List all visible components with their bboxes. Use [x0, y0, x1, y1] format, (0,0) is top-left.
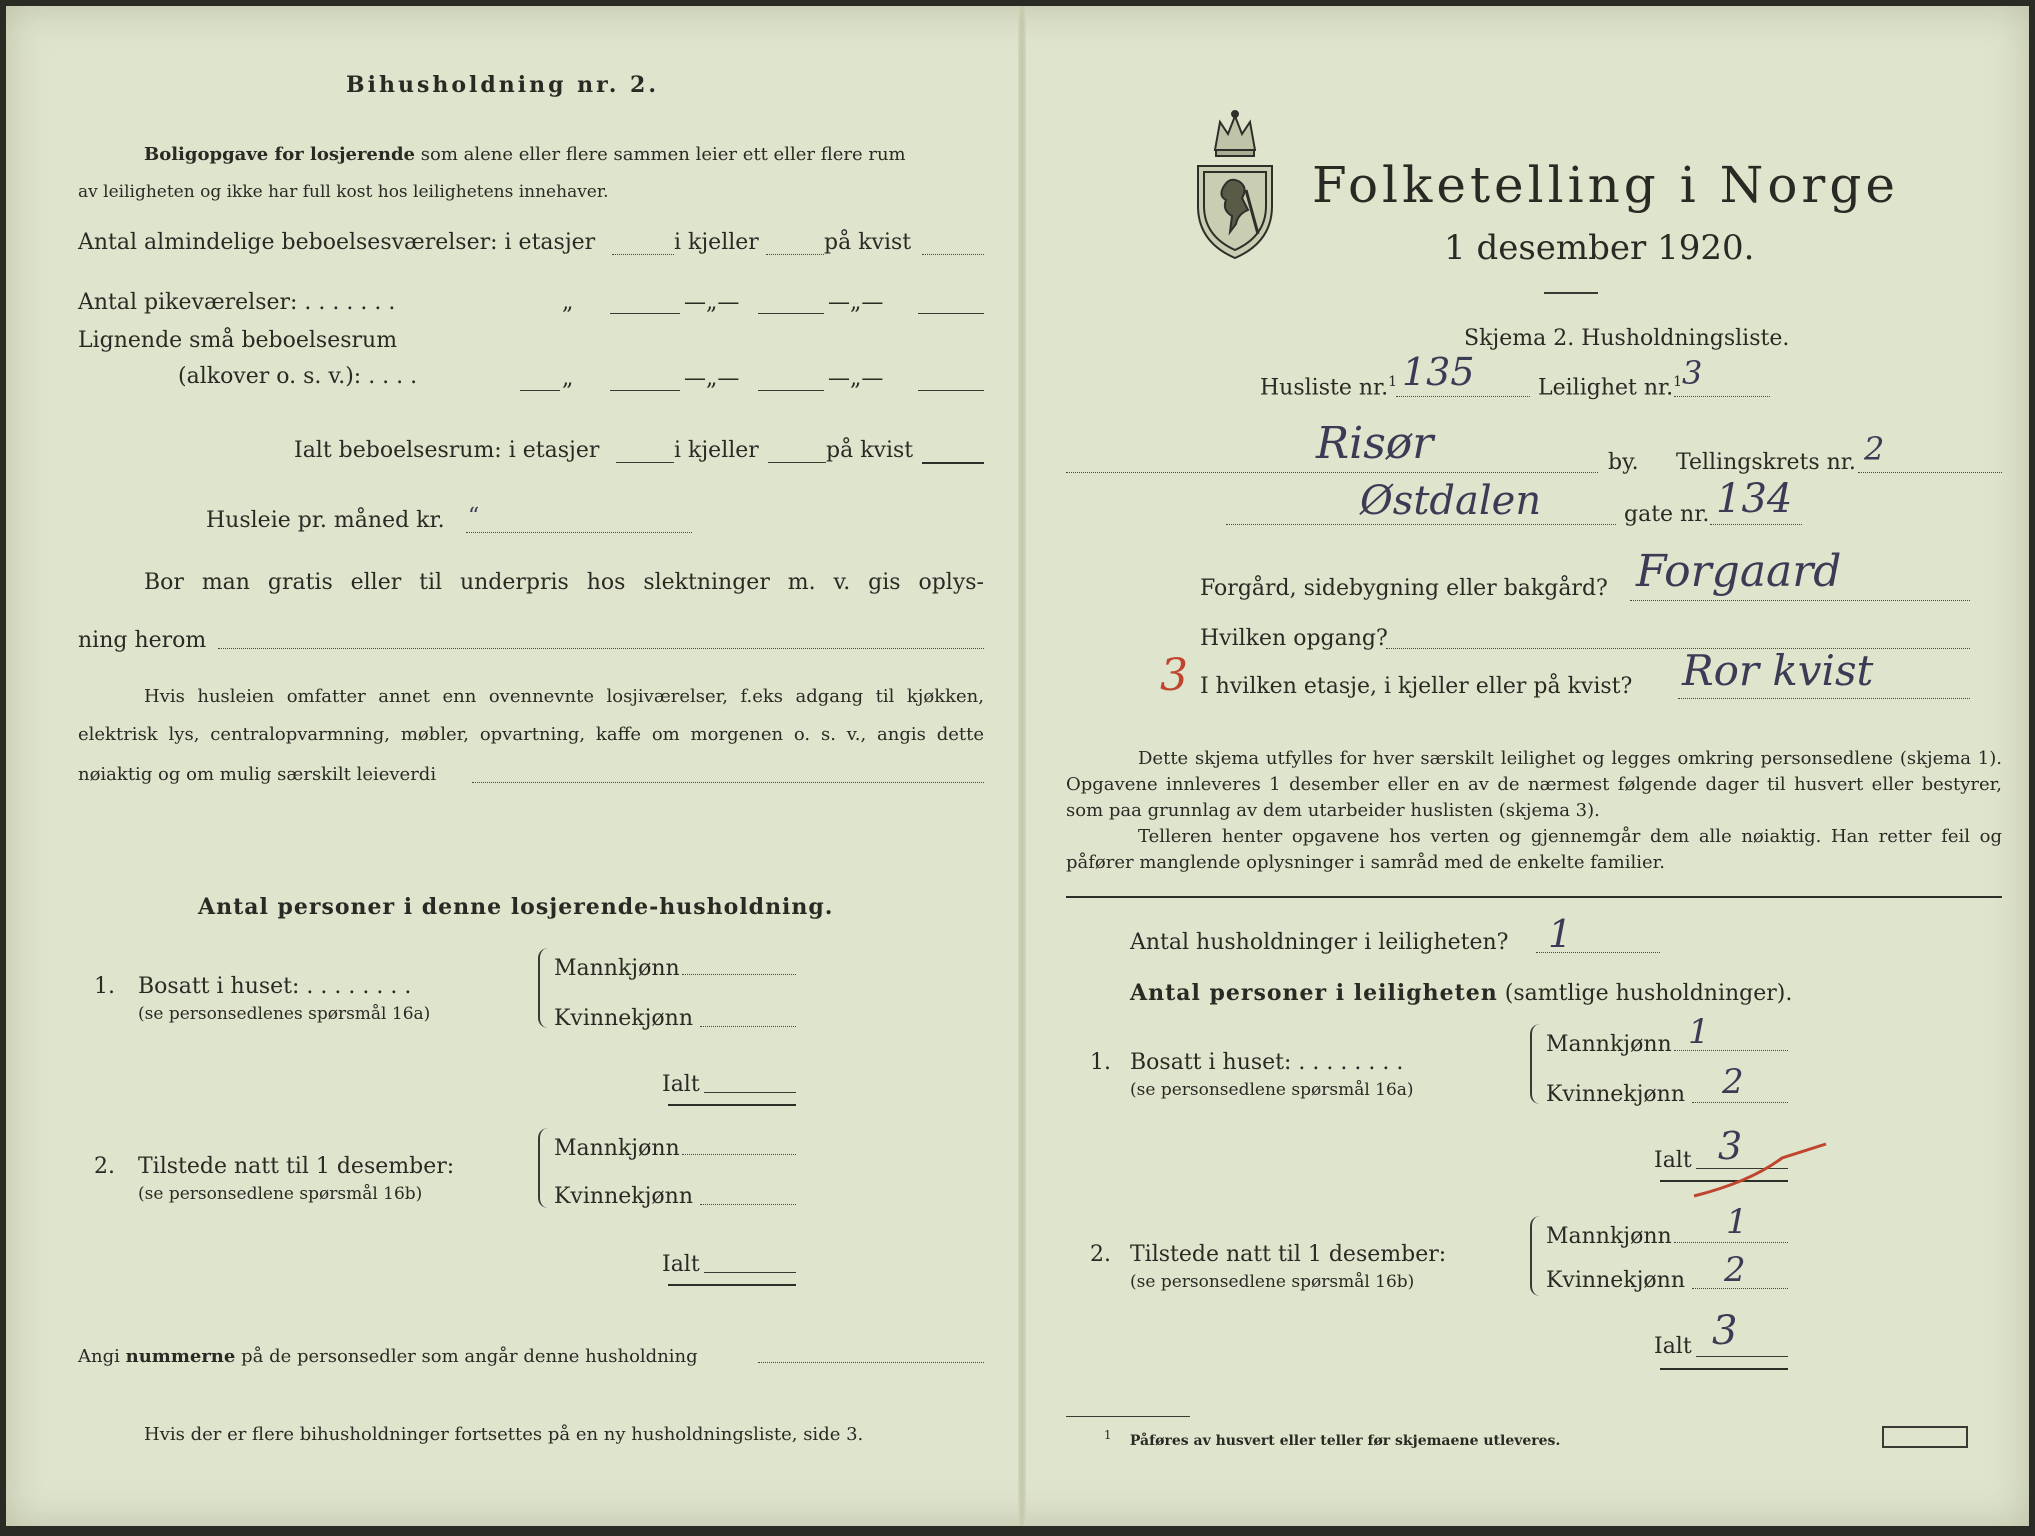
gate-line[interactable] [1710, 524, 1802, 525]
hush-value: 1 [1548, 912, 1573, 956]
leieverdi-line[interactable] [472, 782, 984, 783]
etasje-value: Ror kvist [1682, 646, 1874, 695]
left-q1-kvinne-line[interactable] [700, 1026, 796, 1027]
right-q1-ialt-value: 3 [1718, 1124, 1743, 1168]
ialt-i-kjeller: i kjeller [674, 438, 759, 463]
gate-label: gate nr. [1624, 502, 1710, 527]
left-footer: Hvis der er flere bihusholdninger fortsettes på en ny husholdningsliste, side 3. [144, 1424, 864, 1445]
alkover-ditto: „ [562, 366, 574, 391]
opgang-line[interactable] [1386, 648, 1970, 649]
ialt-etasjer-line[interactable] [616, 462, 674, 463]
right-q2-ialt-rule [1660, 1368, 1788, 1370]
rooms-kvist-line[interactable] [922, 254, 984, 255]
right-q2-kvinne-label: Kvinnekjønn [1546, 1268, 1685, 1293]
pike-label: Antal pikeværelser: . . . . . . . [78, 290, 396, 315]
husleie-line[interactable] [466, 532, 692, 533]
alkover-ditto-2: —„— [684, 366, 740, 391]
right-q1-kvinne-value: 2 [1722, 1062, 1744, 1102]
intro-rest: som alene eller flere sammen leier ett eller flere rum [420, 144, 906, 165]
intro-bold: Boligopgave for losjerende [144, 144, 416, 165]
right-q2-label: Tilstede natt til 1 desember: [1130, 1242, 1447, 1267]
left-q2-mann-line[interactable] [682, 1154, 796, 1155]
bor-line[interactable] [218, 648, 984, 649]
by-label: by. [1608, 450, 1639, 475]
info-divider [1066, 896, 2002, 898]
census-date: 1 desember 1920. [1444, 228, 1755, 268]
opgang-label: Hvilken opgang? [1200, 626, 1388, 651]
right-q1-label: Bosatt i huset: . . . . . . . . [1130, 1050, 1404, 1075]
right-q2-num: 2. [1090, 1242, 1111, 1267]
etasje-line[interactable] [1678, 698, 1970, 699]
left-q2-ialt-rule [668, 1284, 796, 1286]
left-page-bihusholdning [6, 6, 1018, 1526]
rooms-kjeller-line[interactable] [766, 254, 824, 255]
left-q1-brace [538, 948, 550, 1028]
rooms-etasjer-line[interactable] [612, 254, 674, 255]
hvis-line-2: elektrisk lys, centralopvarmning, møbler, opvartning, kaffe om morgenen o. s. v., angis dette [78, 724, 984, 745]
rooms-i-kjeller: i kjeller [674, 230, 759, 255]
pike-ditto-3: —„— [828, 290, 884, 315]
tellingskrets-value: 2 [1864, 430, 1885, 468]
left-q1-ialt-rule [668, 1104, 796, 1106]
gate-value: 134 [1716, 476, 1793, 522]
right-page-husholdningsliste [1026, 6, 2029, 1526]
pike-ditto-2: —„— [684, 290, 740, 315]
alkover-ditto-3: —„— [828, 366, 884, 391]
margin-mark: 3 [1160, 650, 1188, 701]
left-q2-kvinne-label: Kvinnekjønn [554, 1184, 693, 1209]
right-q1-mann-label: Mannkjønn [1546, 1032, 1672, 1057]
left-q1-mann-line[interactable] [682, 974, 796, 975]
pike-etasjer-line[interactable] [610, 313, 680, 314]
right-q1-kvinne-label: Kvinnekjønn [1546, 1082, 1685, 1107]
alkover-kvist-line[interactable] [918, 390, 984, 391]
hvis-line-1: Hvis husleien omfatter annet enn ovennevnte losjiværelser, f.eks adgang til kjøkken, [144, 686, 984, 707]
tellingskrets-line[interactable] [1858, 472, 2002, 473]
bor-line-1: Bor man gratis eller til underpris hos slektninger m. v. gis oplys- [144, 570, 984, 595]
ialt-kjeller-line[interactable] [768, 462, 826, 463]
center-fold [1018, 6, 1026, 1526]
intro-line-2: av leiligheten og ikke har full kost hos leilighetens innehaver. [78, 182, 609, 202]
left-persons-heading: Antal personer i denne losjerende-husholdning. [198, 894, 834, 920]
right-q1-mann-value: 1 [1688, 1012, 1710, 1052]
right-persons-rest: (samtlige husholdninger). [1504, 981, 1793, 1006]
right-q1-ialt-label: Ialt [1654, 1148, 1692, 1173]
right-q2-kvinne-value: 2 [1724, 1250, 1746, 1290]
footnote-num: 1 [1104, 1428, 1112, 1442]
ialt-rooms-label: Ialt beboelsesrum: i etasjer [294, 438, 600, 463]
right-q1-num: 1. [1090, 1050, 1111, 1075]
right-persons-heading [1130, 980, 1792, 1006]
pike-kjeller-line[interactable] [758, 313, 824, 314]
leilighet-sup: 1 [1673, 374, 1683, 390]
etasje-label: I hvilken etasje, i kjeller eller på kvist? [1200, 674, 1633, 699]
intro-line-1 [144, 144, 906, 165]
right-q1-mann-line[interactable] [1674, 1050, 1788, 1051]
husliste-value: 135 [1402, 350, 1475, 394]
red-check-mark-icon [1690, 1138, 1830, 1202]
left-q2-ialt-line[interactable] [704, 1272, 796, 1273]
left-q1-note: (se personsedlenes spørsmål 16a) [138, 1004, 431, 1024]
footnote-rule [1066, 1416, 1190, 1417]
city-value: Risør [1316, 418, 1434, 469]
info-paragraph-2: Telleren henter opgavene hos verten og gjennemgår dem alle nøiaktig. Han retter feil og påfører manglende oplysninger i samråd med de enkelte familier. [1066, 826, 2002, 873]
alkover-label: (alkover o. s. v.): . . . . [178, 364, 418, 389]
right-q2-mann-line[interactable] [1674, 1242, 1788, 1243]
left-q2-ialt-label: Ialt [662, 1252, 700, 1277]
left-q1-ialt-label: Ialt [662, 1072, 700, 1097]
ialt-kvist-line[interactable] [922, 462, 984, 464]
alkover-kjeller-line[interactable] [758, 390, 824, 391]
bor-line-2: ning herom [78, 628, 207, 653]
forgard-value: Forgaard [1636, 546, 1842, 597]
left-q2-mann-label: Mannkjønn [554, 1136, 680, 1161]
left-q1-label: Bosatt i huset: . . . . . . . . [138, 974, 412, 999]
right-persons-bold: Antal personer i leiligheten [1130, 980, 1498, 1006]
left-q2-num: 2. [94, 1154, 115, 1179]
right-q2-ialt-line[interactable] [1696, 1356, 1788, 1357]
left-q1-num: 1. [94, 974, 115, 999]
norway-coat-of-arms-icon [1190, 110, 1280, 262]
form-title: Folketelling i Norge [1312, 156, 1899, 214]
husliste-sup: 1 [1388, 374, 1398, 390]
leilighet-value: 3 [1682, 354, 1703, 392]
street-value: Østdalen [1360, 478, 1542, 524]
left-q2-kvinne-line[interactable] [700, 1204, 796, 1205]
left-q2-brace [538, 1128, 550, 1208]
leilighet-line[interactable] [1674, 396, 1770, 397]
angi-line [78, 1346, 698, 1367]
alkover-pre-line [520, 390, 560, 391]
angi-input-line[interactable] [758, 1362, 984, 1363]
right-q1-kvinne-line[interactable] [1692, 1102, 1788, 1103]
printer-stamp [1882, 1426, 1968, 1448]
husleie-label: Husleie pr. måned kr. [206, 508, 445, 533]
skjema-label: Skjema 2. Husholdningsliste. [1464, 326, 1790, 351]
forgard-line[interactable] [1630, 600, 1970, 601]
husliste-text: Husliste nr. [1260, 375, 1389, 401]
title-divider [1544, 292, 1598, 294]
right-q1-note: (se personsedlene spørsmål 16a) [1130, 1080, 1414, 1100]
left-title: Bihusholdning nr. 2. [346, 72, 659, 98]
tellingskrets-label: Tellingskrets nr. [1676, 450, 1856, 475]
left-q1-kvinne-label: Kvinnekjønn [554, 1006, 693, 1031]
info-paragraph-1: Dette skjema utfylles for hver særskilt leilighet og legges omkring personsedlene (skjema 1). Opgavene innleveres 1 desember eller en av de nærmest følgende dager til husvert eller bestyrer, som paa grunnlag av dem utarbeider huslisten (skjema 3). [1066, 748, 2002, 821]
ialt-pa-kvist: på kvist [826, 438, 914, 463]
census-form-sheet [6, 6, 2029, 1526]
pike-kvist-line[interactable] [918, 313, 984, 314]
left-q2-note: (se personsedlene spørsmål 16b) [138, 1184, 423, 1204]
city-line[interactable] [1066, 472, 1598, 473]
left-q2-label: Tilstede natt til 1 desember: [138, 1154, 455, 1179]
rooms-pa-kvist: på kvist [824, 230, 912, 255]
angi-bold: nummerne [125, 1346, 236, 1367]
husliste-line[interactable] [1396, 396, 1530, 397]
right-q2-ialt-value: 3 [1712, 1308, 1738, 1354]
footnote-text: Påføres av husvert eller teller før skjemaene utleveres. [1129, 1432, 1561, 1449]
street-line[interactable] [1226, 524, 1616, 525]
right-q2-note: (se personsedlene spørsmål 16b) [1130, 1272, 1415, 1292]
right-q2-mann-value: 1 [1726, 1202, 1748, 1242]
right-q2-kvinne-line[interactable] [1692, 1288, 1788, 1289]
hush-line[interactable] [1536, 952, 1660, 953]
hush-label: Antal husholdninger i leiligheten? [1130, 930, 1509, 955]
pike-ditto: „ [562, 290, 574, 315]
leilighet-text: Leilighet nr. [1538, 375, 1674, 401]
hvis-line-3: nøiaktig og om mulig særskilt leieverdi [78, 764, 437, 785]
right-q2-mann-label: Mannkjønn [1546, 1224, 1672, 1249]
husleie-value: “ [468, 504, 480, 529]
right-q2-brace [1530, 1216, 1542, 1296]
forgard-label: Forgård, sidebygning eller bakgård? [1200, 576, 1608, 601]
alkover-etasjer-line[interactable] [610, 390, 680, 391]
left-q1-ialt-line[interactable] [704, 1092, 796, 1093]
right-q2-ialt-label: Ialt [1654, 1334, 1692, 1359]
angi-pre: Angi [78, 1346, 120, 1367]
leilighet-label [1538, 374, 1682, 400]
footnote [1104, 1428, 1560, 1449]
husliste-label [1260, 374, 1397, 400]
angi-rest: på de personsedler som angår denne husholdning [241, 1346, 698, 1367]
lignende-label: Lignende små beboelsesrum [78, 328, 398, 353]
left-q1-mann-label: Mannkjønn [554, 956, 680, 981]
right-q1-brace [1530, 1024, 1542, 1104]
antal-rooms-label: Antal almindelige beboelsesværelser: i etasjer [78, 230, 596, 255]
